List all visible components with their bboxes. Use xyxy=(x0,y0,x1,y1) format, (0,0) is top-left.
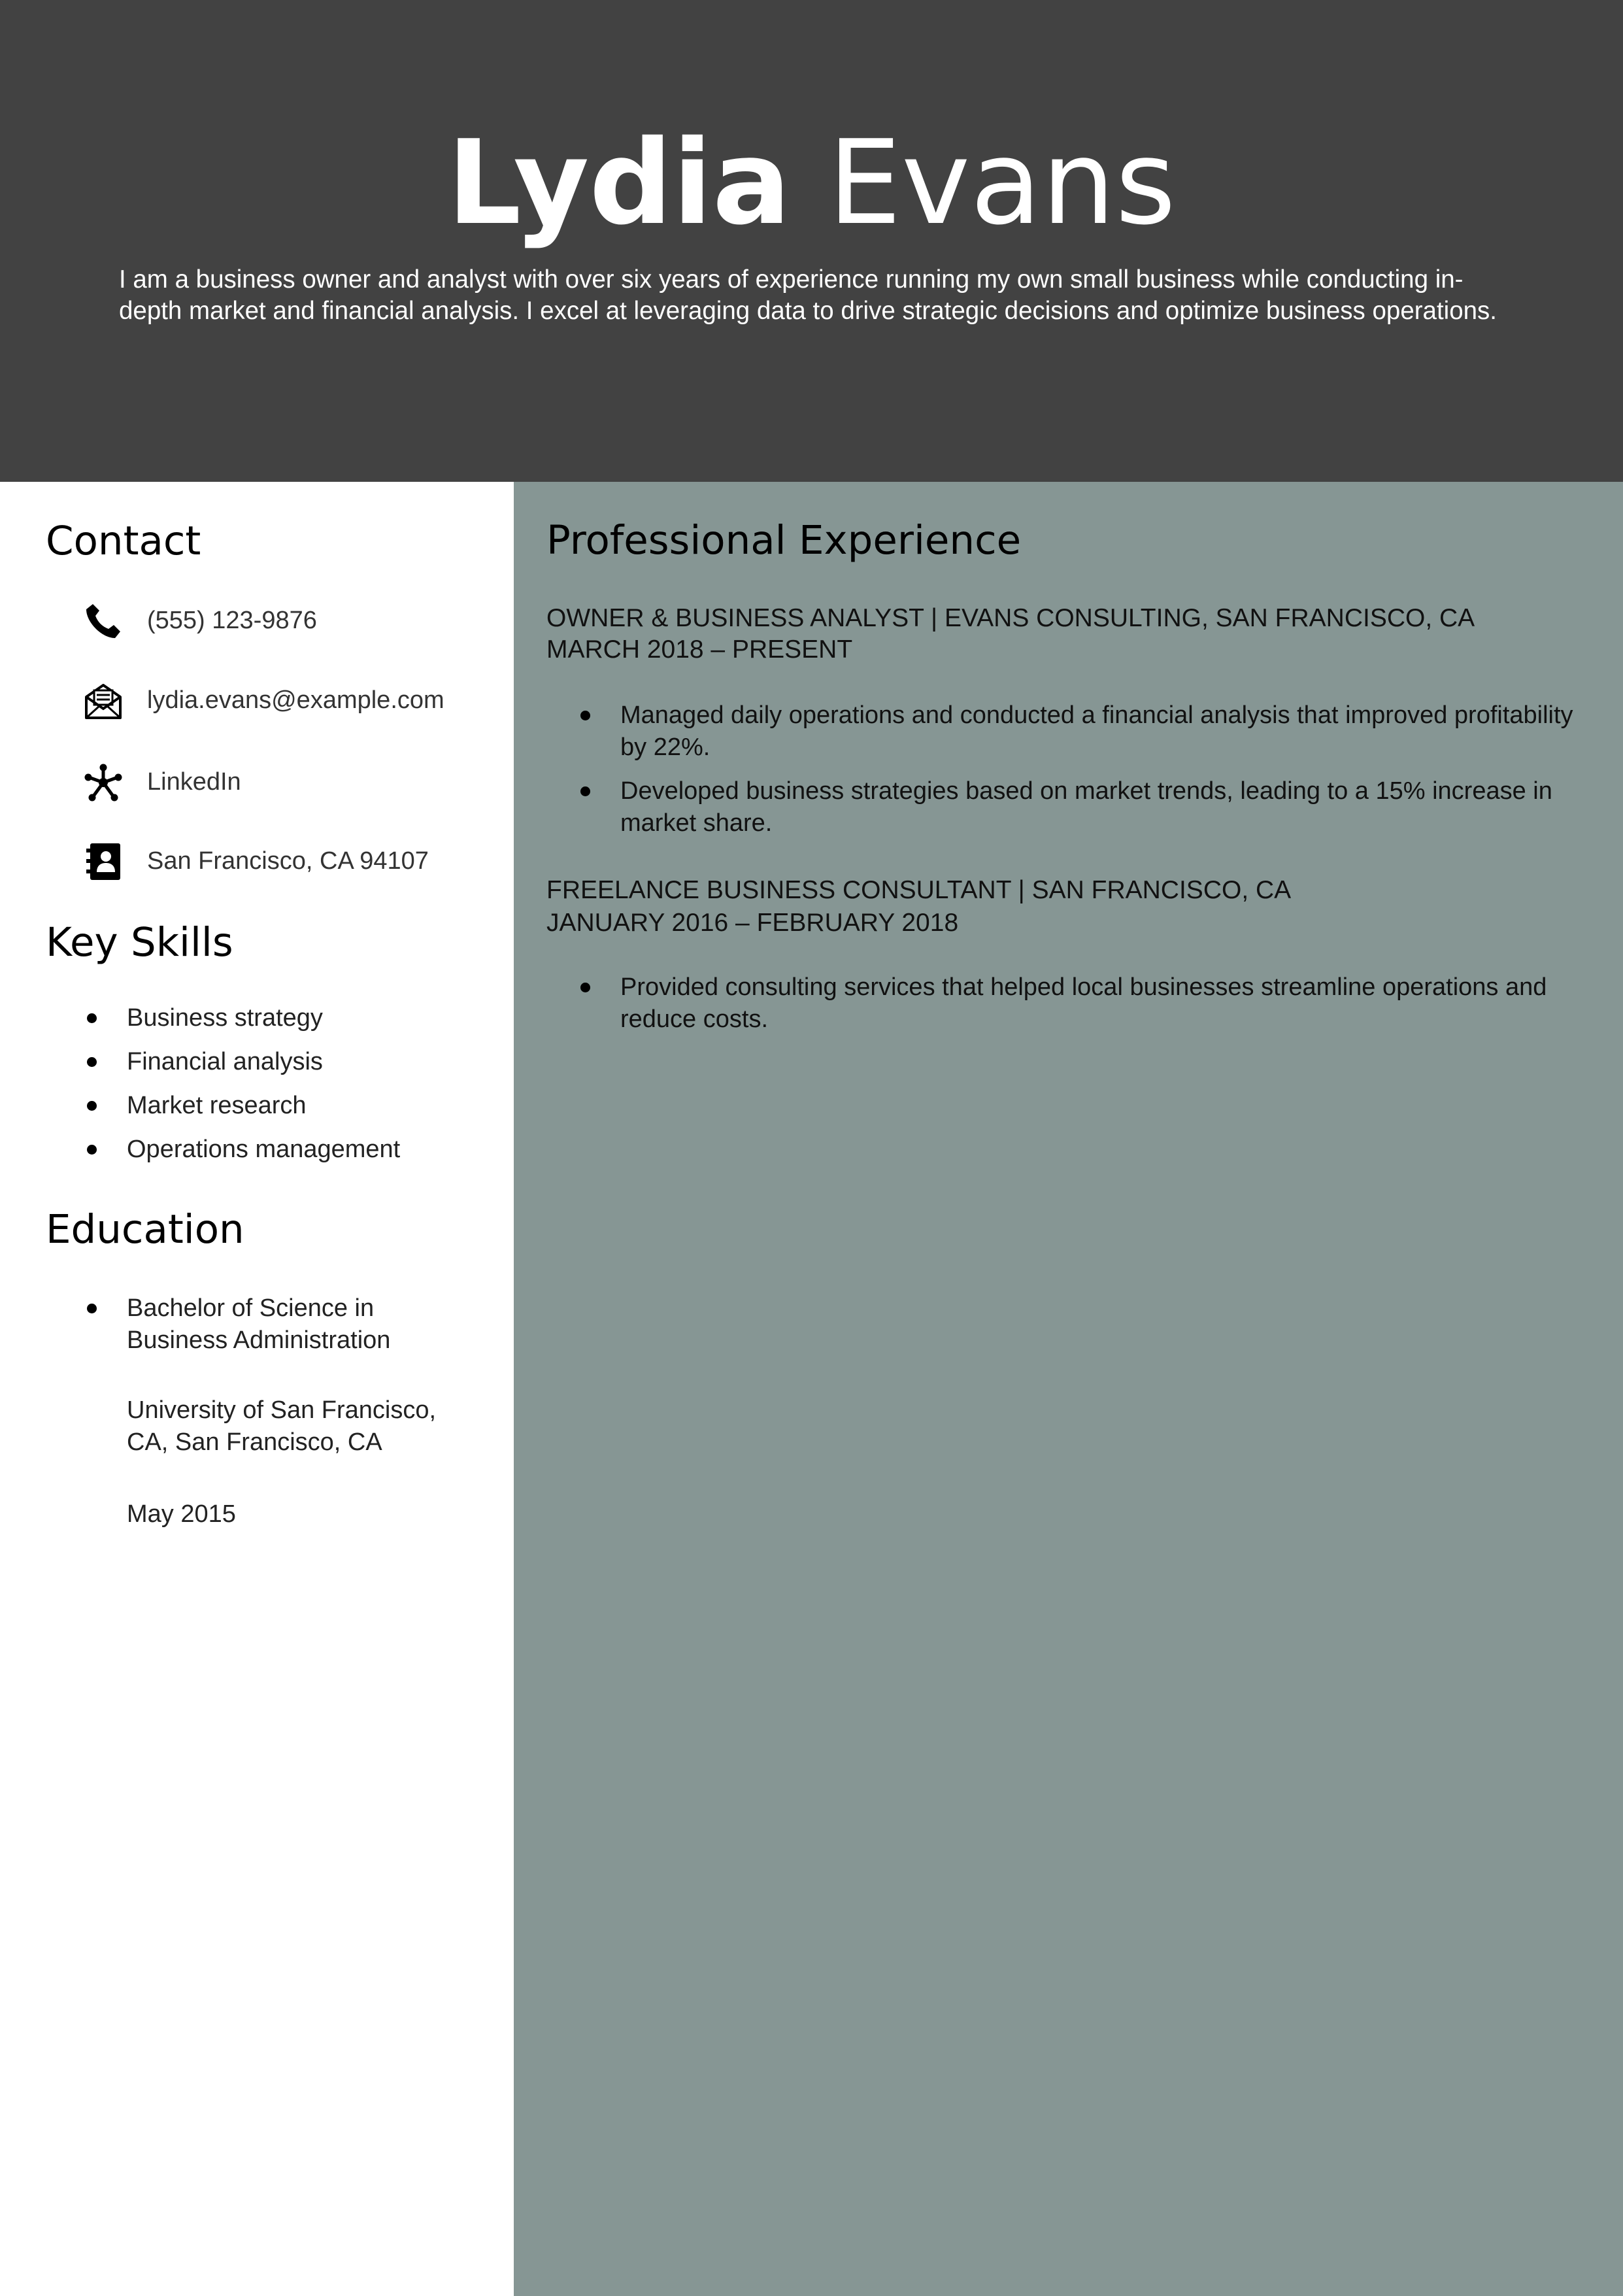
contact-linkedin xyxy=(84,762,502,803)
first-name: Lydia xyxy=(447,115,791,250)
education-date: May 2015 xyxy=(127,1500,236,1528)
contact-email xyxy=(84,680,502,722)
job-dates: MARCH 2018 – PRESENT xyxy=(546,635,853,664)
education-heading: Education xyxy=(46,1206,244,1253)
skill-item: Operations management xyxy=(127,1134,493,1177)
bullet-icon xyxy=(87,1057,97,1067)
key-skills-heading: Key Skills xyxy=(46,919,233,966)
phone-icon xyxy=(84,601,123,641)
envelope-icon xyxy=(84,681,123,720)
bullet-icon xyxy=(87,1101,97,1111)
sidebar-column xyxy=(0,482,514,2296)
job-duty: Managed daily operations and conducted a financial analysis that improved profitability by 22%. xyxy=(620,700,1575,764)
experience-heading: Professional Experience xyxy=(546,517,1022,564)
bullet-icon xyxy=(580,786,590,796)
phone-text: (555) 123-9876 xyxy=(147,607,317,634)
candidate-name xyxy=(0,111,1623,255)
bullet-icon xyxy=(580,711,590,720)
address-text: San Francisco, CA 94107 xyxy=(147,847,429,875)
bullet-icon xyxy=(87,1304,97,1313)
job-title: OWNER & BUSINESS ANALYST | EVANS CONSULTING, SAN FRANCISCO, CA xyxy=(546,604,1475,632)
email-text[interactable]: lydia.evans@example.com xyxy=(147,686,444,714)
last-name: Evans xyxy=(828,115,1176,250)
contact-heading: Contact xyxy=(46,518,201,564)
linkedin-link[interactable]: LinkedIn xyxy=(147,768,241,796)
address-book-icon xyxy=(84,842,123,881)
education-degree: Bachelor of Science in Business Administration xyxy=(127,1292,467,1357)
resume-header xyxy=(0,0,1623,482)
education-school: University of San Francisco, CA, San Francisco, CA xyxy=(127,1396,437,1456)
bullet-icon xyxy=(87,1013,97,1023)
skill-item: Business strategy xyxy=(127,1002,493,1046)
contact-address xyxy=(84,841,502,883)
skill-item: Financial analysis xyxy=(127,1046,493,1090)
contact-phone xyxy=(84,600,502,642)
bullet-icon xyxy=(87,1145,97,1155)
bullet-icon xyxy=(580,983,590,992)
job-title: FREELANCE BUSINESS CONSULTANT | SAN FRANCISCO, CA xyxy=(546,876,1292,904)
summary-paragraph: I am a business owner and analyst with over six years of experience running my own small business while conducting in-depth market and financial analysis. I excel at leveraging data to drive strategic decisions and optimize business operations. xyxy=(119,265,1497,325)
job-dates: JANUARY 2016 – FEBRUARY 2018 xyxy=(546,909,959,937)
job-duty: Provided consulting services that helped local businesses streamline operations and reduce costs. xyxy=(620,971,1575,1036)
skill-item: Market research xyxy=(127,1090,493,1134)
network-icon xyxy=(84,763,123,802)
job-duty: Developed business strategies based on market trends, leading to a 15% increase in market share. xyxy=(620,775,1575,839)
skills-list xyxy=(127,1002,493,1177)
